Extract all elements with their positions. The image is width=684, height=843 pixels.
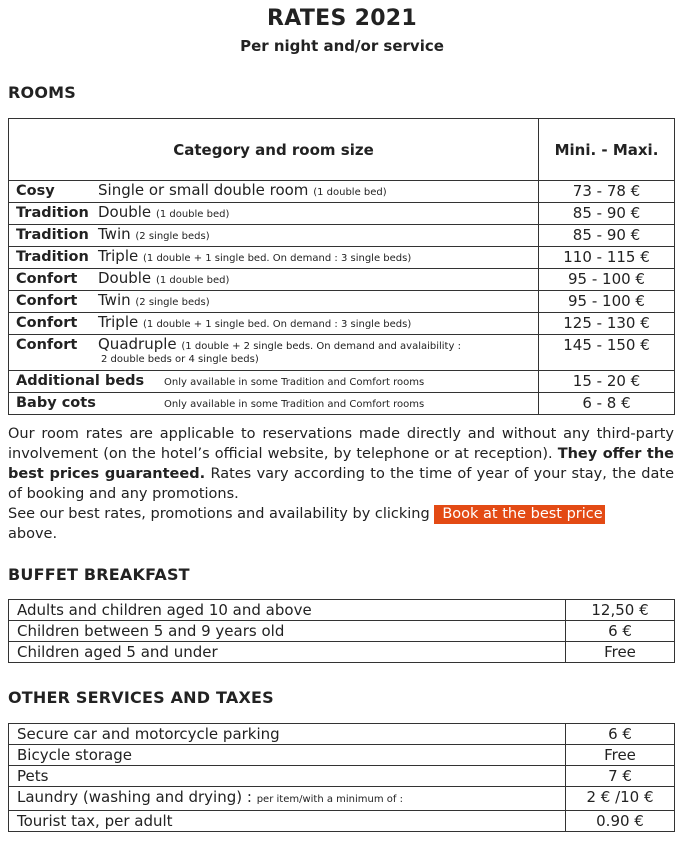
room-note: (1 double bed) [155,275,230,286]
table-row [9,724,675,745]
room-note: (1 double + 1 single bed. On demand : 3 single beds) [143,319,412,330]
rooms-section-title: ROOMS [8,83,76,102]
table-row [9,291,675,313]
room-note: (2 single beds) [135,231,210,242]
room-category: Tradition [16,205,89,221]
table-row [9,335,675,371]
service-price: 2 € /10 € [566,787,675,811]
table-row [9,371,675,393]
room-note: (2 single beds) [135,297,210,308]
service-label: Tourist tax, per adult [17,812,173,830]
breakfast-section-title: BUFFET BREAKFAST [8,565,190,584]
room-note: (1 double + 2 single beds. On demand and avalaibility : [181,341,461,352]
breakfast-label: Adults and children aged 10 and above [9,600,566,621]
room-note: Only available in some Tradition and Comfort rooms [164,377,425,388]
breakfast-table [8,599,675,663]
service-note: per item/with a minimum of : [256,794,403,805]
service-price: Free [566,745,675,766]
room-category: Confort [16,293,78,309]
table-row [9,181,675,203]
room-category: Confort [16,315,78,331]
breakfast-label: Children aged 5 and under [9,642,566,663]
room-description: Double [98,203,152,221]
room-note: (1 double bed) [155,209,230,220]
breakfast-price: Free [566,642,675,663]
service-label: Bicycle storage [17,746,132,764]
book-best-price-button[interactable]: Book at the best price [434,505,604,524]
table-row [9,269,675,291]
room-description: Twin [98,225,131,243]
room-price: 73 - 78 € [539,181,675,203]
room-category: Confort [16,337,78,353]
breakfast-price: 6 € [566,621,675,642]
service-label: Laundry (washing and drying) : [17,788,252,806]
room-price: 95 - 100 € [539,291,675,313]
rooms-header-row [9,119,675,181]
room-price: 15 - 20 € [539,371,675,393]
room-description: Triple [98,247,139,265]
room-note: (1 double + 1 single bed. On demand : 3 single beds) [143,253,412,264]
room-note: (1 double bed) [313,187,387,198]
room-category: Baby cots [16,395,96,411]
table-row [9,393,675,415]
table-row [9,642,675,663]
room-price: 110 - 115 € [539,247,675,269]
table-row [9,745,675,766]
table-row [9,600,675,621]
room-price: 125 - 130 € [539,313,675,335]
room-price: 145 - 150 € [539,335,675,371]
room-category: Additional beds [16,373,145,389]
room-description: Double [98,269,152,287]
room-description: Quadruple [98,335,177,353]
rates-info-paragraph [8,424,674,544]
table-row [9,766,675,787]
table-row [9,811,675,832]
info-text: Rates vary according to the time of year of your stay, the date of booking and any promotions. [8,466,675,502]
service-price: 7 € [566,766,675,787]
table-row [9,621,675,642]
page-title: RATES 2021 [266,6,418,31]
table-row [9,787,675,811]
service-label: Pets [17,767,49,785]
breakfast-label: Children between 5 and 9 years old [9,621,566,642]
services-table [8,723,675,832]
room-note-continued: 2 double beds or 4 single beds) [101,354,259,365]
table-row [9,203,675,225]
info-text: Our room rates are applicable to reservations made directly and without any third-party involvement (on the hotel’s official website, by telephone or at reception). [8,426,674,462]
info-text: above. [8,526,58,542]
breakfast-price: 12,50 € [566,600,675,621]
service-price: 6 € [566,724,675,745]
room-category: Cosy [16,183,55,199]
room-note: Only available in some Tradition and Comfort rooms [164,399,425,410]
service-price: 0.90 € [566,811,675,832]
room-description: Triple [98,313,139,331]
room-description: Twin [98,291,131,309]
room-category: Tradition [16,249,89,265]
rooms-table [8,118,675,415]
info-bold-text: They offer the best prices guaranteed. [8,446,675,482]
page-subtitle: Per night and/or service [240,37,444,55]
table-row [9,247,675,269]
info-text: See our best rates, promotions and availability by clicking [8,506,430,522]
room-price: 85 - 90 € [539,203,675,225]
room-description: Single or small double room [98,181,309,199]
services-section-title: OTHER SERVICES AND TAXES [8,688,274,707]
room-category: Tradition [16,227,89,243]
service-label: Secure car and motorcycle parking [17,725,280,743]
room-category: Confort [16,271,78,287]
table-row [9,313,675,335]
col-price-header: Mini. - Maxi. [539,119,675,181]
room-price: 95 - 100 € [539,269,675,291]
col-category-header: Category and room size [9,119,539,181]
room-price: 6 - 8 € [539,393,675,415]
room-price: 85 - 90 € [539,225,675,247]
table-row [9,225,675,247]
